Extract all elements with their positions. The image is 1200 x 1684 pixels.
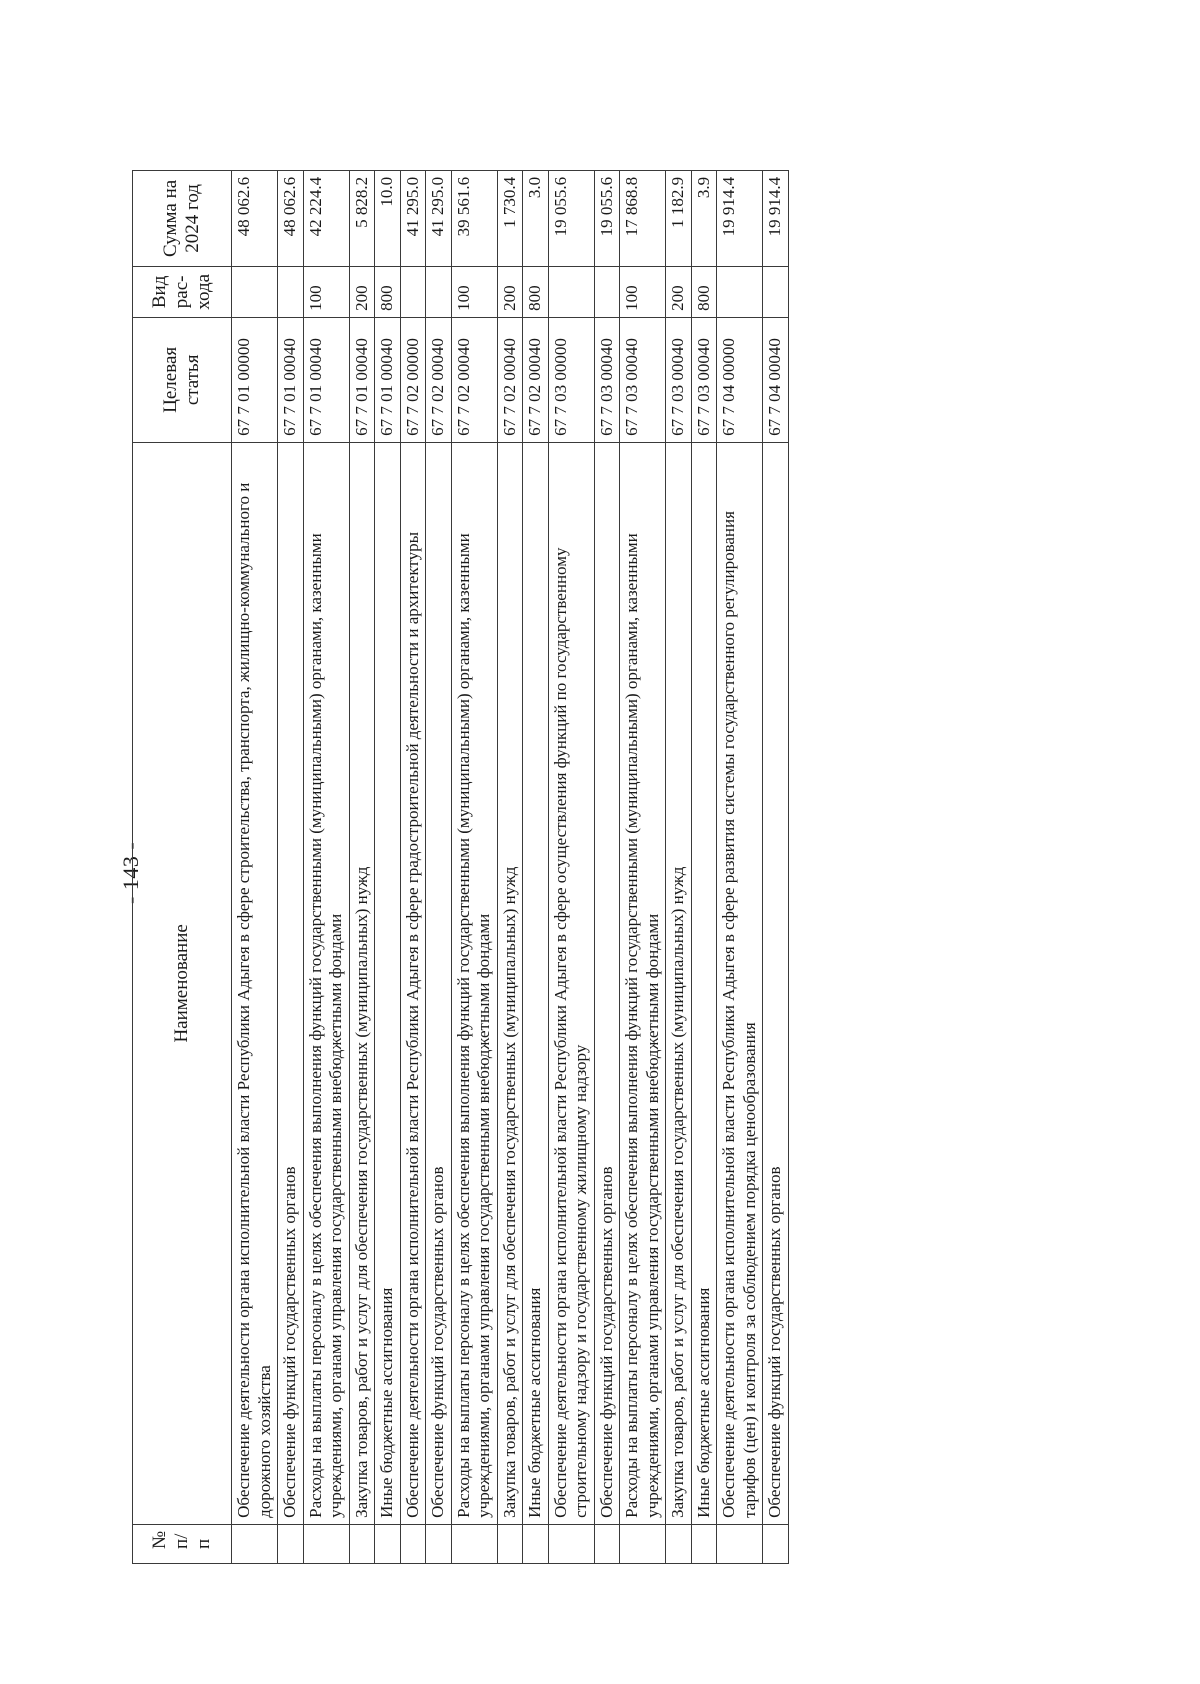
row-number-cell (548, 1524, 594, 1563)
table-row (451, 170, 497, 1563)
row-code-cell: 67 7 01 00040 (278, 317, 304, 442)
row-name-cell: Расходы на выплаты персоналу в целях обеспечения выполнения функций государственными (муниципальными) органами, казенными учреждениями, органами управления государственными внебюджетными фондами (620, 442, 666, 1524)
header-kind: Вид рас- хода (133, 266, 232, 317)
table-row (523, 170, 549, 1563)
row-code-cell: 67 7 02 00040 (451, 317, 497, 442)
row-code-cell: 67 7 01 00040 (303, 317, 349, 442)
row-kind-cell (426, 266, 452, 317)
table-row (426, 170, 452, 1563)
row-number-cell (232, 1524, 278, 1563)
row-kind-cell (717, 266, 763, 317)
row-name-cell: Иные бюджетные ассигнования (375, 442, 401, 1524)
row-code-cell: 67 7 04 00040 (763, 317, 789, 442)
row-name-cell: Закупка товаров, работ и услуг для обеспечения государственных (муниципальных) нужд (349, 442, 375, 1524)
row-name-cell: Расходы на выплаты персоналу в целях обеспечения выполнения функций государственными (муниципальными) органами, казенными учреждениями, органами управления государственными внебюджетными фондами (451, 442, 497, 1524)
row-kind-cell: 200 (349, 266, 375, 317)
header-num: № п/п (133, 1524, 232, 1563)
row-kind-cell (278, 266, 304, 317)
row-number-cell (691, 1524, 717, 1563)
row-code-cell: 67 7 03 00040 (691, 317, 717, 442)
row-code-cell: 67 7 02 00000 (400, 317, 426, 442)
row-sum-cell: 19 055.6 (594, 170, 620, 266)
row-sum-cell: 48 062.6 (278, 170, 304, 266)
row-name-cell: Обеспечение функций государственных органов (763, 442, 789, 1524)
table-row (232, 170, 278, 1563)
row-sum-cell: 19 914.4 (763, 170, 789, 266)
row-name-cell: Обеспечение деятельности органа исполнительной власти Республики Адыгея в сфере градостроительной деятельности и архитектуры (400, 442, 426, 1524)
table-row (717, 170, 763, 1563)
row-name-cell: Обеспечение функций государственных органов (278, 442, 304, 1524)
row-number-cell (375, 1524, 401, 1563)
row-sum-cell: 41 295.0 (400, 170, 426, 266)
row-sum-cell: 19 055.6 (548, 170, 594, 266)
table-row (497, 170, 523, 1563)
row-name-cell: Иные бюджетные ассигнования (691, 442, 717, 1524)
row-sum-cell: 19 914.4 (717, 170, 763, 266)
row-kind-cell: 100 (303, 266, 349, 317)
row-number-cell (523, 1524, 549, 1563)
table-row (278, 170, 304, 1563)
row-number-cell (303, 1524, 349, 1563)
row-kind-cell: 800 (523, 266, 549, 317)
row-kind-cell: 800 (691, 266, 717, 317)
row-kind-cell (548, 266, 594, 317)
row-name-cell: Обеспечение деятельности органа исполнительной власти Республики Адыгея в сфере осуществления функций по государственному строительному надзору и государственному жилищному надзору (548, 442, 594, 1524)
row-sum-cell: 41 295.0 (426, 170, 452, 266)
row-kind-cell: 200 (497, 266, 523, 317)
row-sum-cell: 3.9 (691, 170, 717, 266)
row-name-cell: Закупка товаров, работ и услуг для обеспечения государственных (муниципальных) нужд (666, 442, 692, 1524)
row-code-cell: 67 7 02 00040 (497, 317, 523, 442)
row-name-cell: Обеспечение деятельности органа исполнительной власти Республики Адыгея в сфере строительства, транспорта, жилищно-коммунального и дорожного хозяйства (232, 442, 278, 1524)
row-number-cell (426, 1524, 452, 1563)
table-row (548, 170, 594, 1563)
row-name-cell: Расходы на выплаты персоналу в целях обеспечения выполнения функций государственными (муниципальными) органами, казенными учреждениями, органами управления государственными внебюджетными фондами (303, 442, 349, 1524)
table-row (763, 170, 789, 1563)
row-number-cell (400, 1524, 426, 1563)
row-kind-cell (763, 266, 789, 317)
row-name-cell: Закупка товаров, работ и услуг для обеспечения государственных (муниципальных) нужд (497, 442, 523, 1524)
row-code-cell: 67 7 01 00040 (349, 317, 375, 442)
row-code-cell: 67 7 02 00040 (523, 317, 549, 442)
row-kind-cell: 200 (666, 266, 692, 317)
budget-table (132, 170, 789, 1564)
table-row (620, 170, 666, 1563)
row-number-cell (497, 1524, 523, 1563)
row-kind-cell (594, 266, 620, 317)
row-sum-cell: 10.0 (375, 170, 401, 266)
row-number-cell (594, 1524, 620, 1563)
page-number: - 143 - (118, 841, 143, 904)
row-number-cell (349, 1524, 375, 1563)
row-code-cell: 67 7 02 00040 (426, 317, 452, 442)
row-sum-cell: 1 182.9 (666, 170, 692, 266)
table-row (666, 170, 692, 1563)
header-sum: Сумма на 2024 год (133, 170, 232, 266)
row-kind-cell (400, 266, 426, 317)
row-code-cell: 67 7 03 00040 (620, 317, 666, 442)
table-row (594, 170, 620, 1563)
row-kind-cell: 100 (451, 266, 497, 317)
row-number-cell (717, 1524, 763, 1563)
row-number-cell (451, 1524, 497, 1563)
table-row (303, 170, 349, 1563)
table-row (375, 170, 401, 1563)
table-row (400, 170, 426, 1563)
row-code-cell: 67 7 04 00000 (717, 317, 763, 442)
row-number-cell (666, 1524, 692, 1563)
row-kind-cell: 100 (620, 266, 666, 317)
table-header-row (133, 170, 232, 1563)
table-row (349, 170, 375, 1563)
row-code-cell: 67 7 01 00040 (375, 317, 401, 442)
row-sum-cell: 42 224.4 (303, 170, 349, 266)
row-kind-cell (232, 266, 278, 317)
row-sum-cell: 17 868.8 (620, 170, 666, 266)
row-name-cell: Обеспечение функций государственных органов (594, 442, 620, 1524)
row-name-cell: Обеспечение деятельности органа исполнительной власти Республики Адыгея в сфере развития системы государственного регулирования тарифов (цен) и контроля за соблюдением порядка ценообразования (717, 442, 763, 1524)
row-number-cell (620, 1524, 666, 1563)
row-number-cell (763, 1524, 789, 1563)
header-name: Наименование (133, 442, 232, 1524)
row-code-cell: 67 7 01 00000 (232, 317, 278, 442)
row-code-cell: 67 7 03 00040 (666, 317, 692, 442)
row-number-cell (278, 1524, 304, 1563)
row-code-cell: 67 7 03 00040 (594, 317, 620, 442)
row-sum-cell: 1 730.4 (497, 170, 523, 266)
row-kind-cell: 800 (375, 266, 401, 317)
row-code-cell: 67 7 03 00000 (548, 317, 594, 442)
table-row (691, 170, 717, 1563)
row-sum-cell: 5 828.2 (349, 170, 375, 266)
row-name-cell: Обеспечение функций государственных органов (426, 442, 452, 1524)
row-sum-cell: 39 561.6 (451, 170, 497, 266)
row-sum-cell: 3.0 (523, 170, 549, 266)
header-code: Целевая статья (133, 317, 232, 442)
row-name-cell: Иные бюджетные ассигнования (523, 442, 549, 1524)
row-sum-cell: 48 062.6 (232, 170, 278, 266)
